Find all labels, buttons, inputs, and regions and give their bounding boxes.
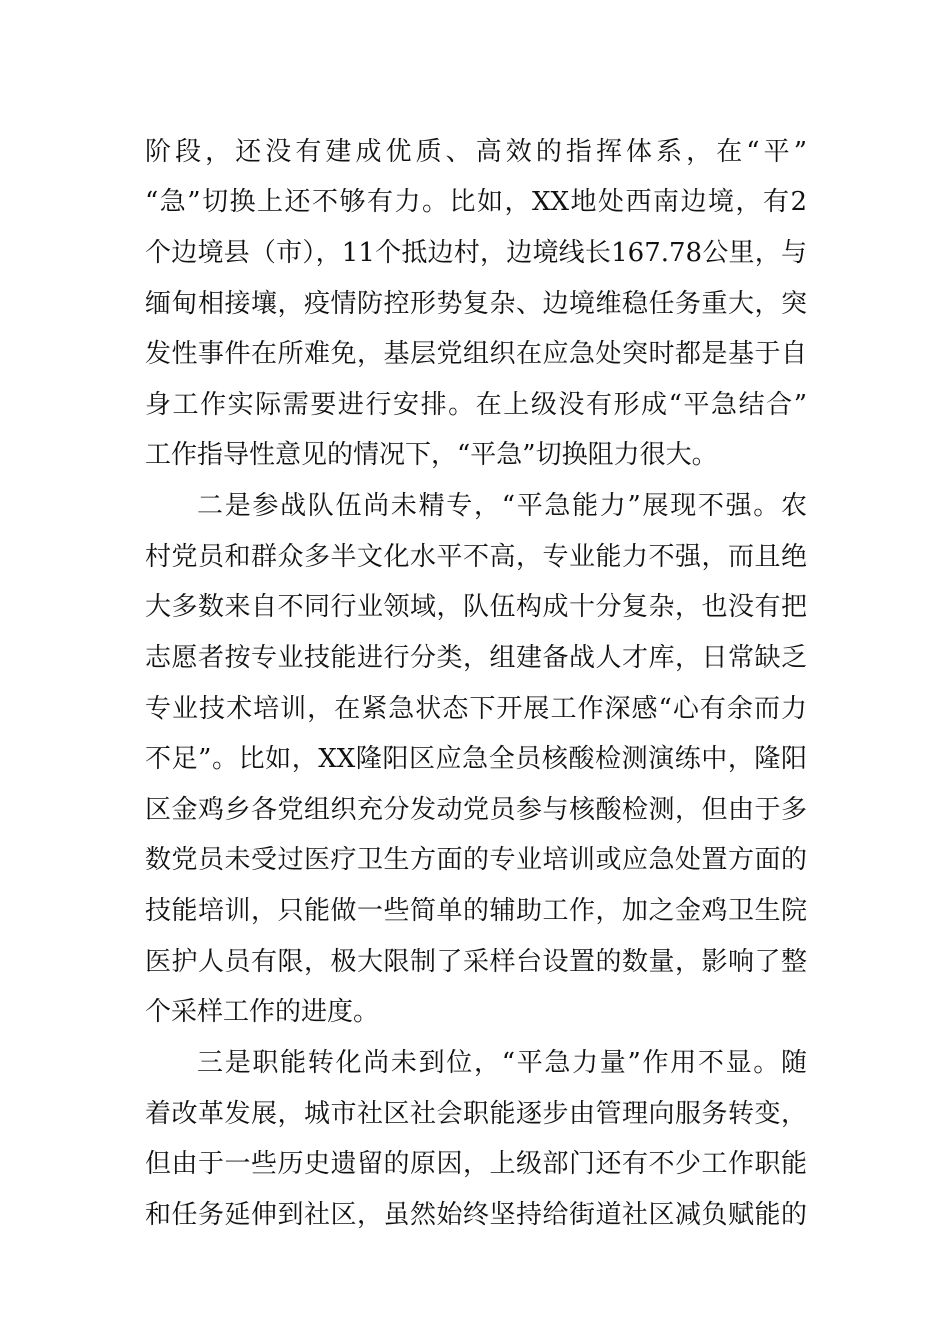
text-line: 大多数来自不同行业领域，队伍构成十分复杂，也没有把: [145, 592, 807, 622]
text-line: 发性事件在所难免，基层党组织在应急处突时都是基于自: [145, 339, 807, 369]
text-line: 志愿者按专业技能进行分类，组建备战人才库，日常缺乏: [145, 643, 807, 673]
text-line: 和任务延伸到社区，虽然始终坚持给街道社区减负赋能的: [145, 1200, 807, 1230]
text-line: 但由于一些历史遗留的原因，上级部门还有不少工作职能: [145, 1149, 807, 1179]
text-line: “急”切换上还不够有力。比如，XX地处西南边境，有2: [145, 187, 807, 217]
paragraph-first-line: 三是职能转化尚未到位，“平急力量”作用不显。随: [197, 1048, 807, 1078]
text-line: 不足”。比如，XX隆阳区应急全员核酸检测演练中，隆阳: [145, 744, 807, 774]
text-line: 着改革发展，城市社区社会职能逐步由管理向服务转变，: [145, 1099, 807, 1129]
text-line: 村党员和群众多半文化水平不高，专业能力不强，而且绝: [145, 542, 807, 572]
text-line: 医护人员有限，极大限制了采样台设置的数量，影响了整: [145, 947, 807, 977]
text-line: 专业技术培训，在紧急状态下开展工作深感“心有余而力: [145, 694, 807, 724]
text-line: 缅甸相接壤，疫情防控形势复杂、边境维稳任务重大，突: [145, 289, 807, 319]
text-line: 技能培训，只能做一些简单的辅助工作，加之金鸡卫生院: [145, 896, 807, 926]
text-line: 数党员未受过医疗卫生方面的专业培训或应急处置方面的: [145, 845, 807, 875]
paragraph-first-line: 二是参战队伍尚未精专，“平急能力”展现不强。农: [197, 491, 807, 521]
text-line: 个采样工作的进度。: [145, 997, 380, 1027]
text-line: 区金鸡乡各党组织充分发动党员参与核酸检测，但由于多: [145, 795, 807, 825]
text-line: 身工作实际需要进行安排。在上级没有形成“平急结合”: [145, 390, 807, 420]
text-line: 工作指导性意见的情况下，“平急”切换阻力很大。: [145, 440, 718, 470]
text-line: 个边境县（市），11个抵边村，边境线长167.78公里，与: [145, 238, 807, 268]
text-line: 阶段，还没有建成优质、高效的指挥体系，在“平”: [145, 137, 807, 167]
